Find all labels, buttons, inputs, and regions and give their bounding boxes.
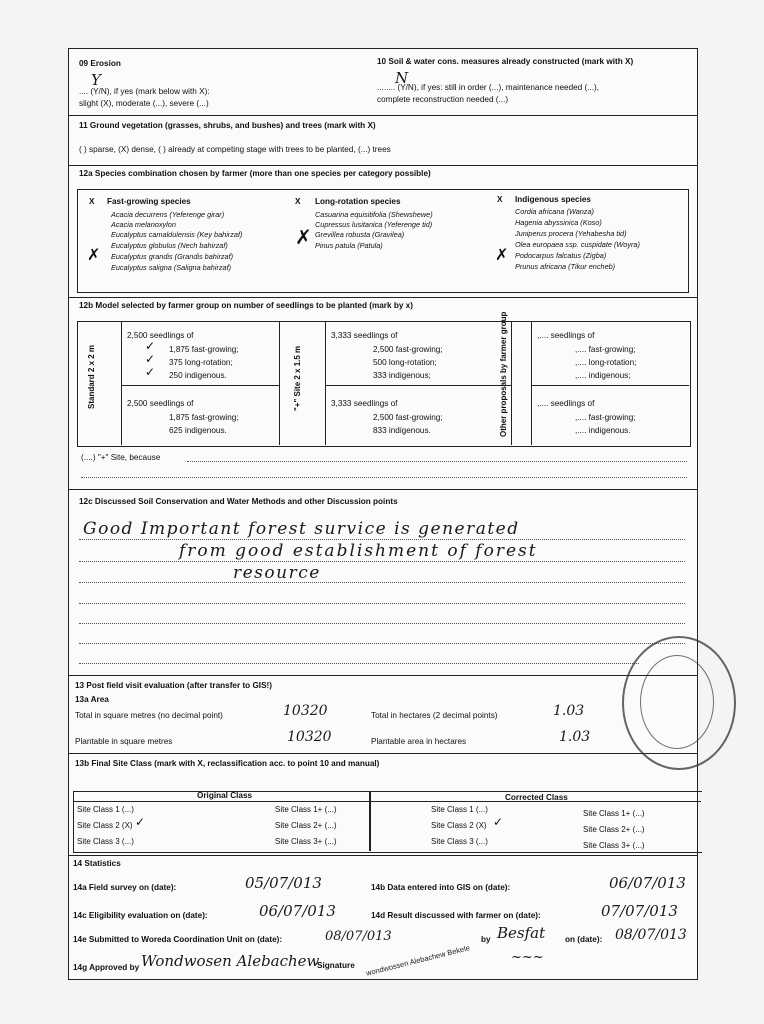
corr-class-item: Site Class 3+ (...) xyxy=(583,841,645,850)
field-survey-value: 05/07/013 xyxy=(245,874,322,892)
fast-species-item: Eucalyptus camaldulensis (Key bahirzaf) xyxy=(111,230,243,239)
erosion-answer-mark: Y xyxy=(91,71,101,89)
submitted-by-label: by xyxy=(481,935,491,944)
fast-species-item: Acacia melanoxylon xyxy=(111,220,176,229)
plantable-sqm-value: 10320 xyxy=(287,729,332,745)
check-mark: ✓ xyxy=(145,339,156,353)
divider xyxy=(69,489,697,490)
signature-label: Signature xyxy=(317,961,355,970)
orig-class-item: Site Class 3 (...) xyxy=(77,837,134,846)
dotted-line xyxy=(79,582,685,583)
model4-line: 2,500 fast-growing; xyxy=(373,413,443,422)
indigenous-species-item: Olea europaea ssp. cuspidate (Woyra) xyxy=(515,240,640,249)
indigenous-x-header: X xyxy=(497,195,503,204)
corr-class-item: Site Class 3 (...) xyxy=(431,837,488,846)
result-discussed-value: 07/07/013 xyxy=(601,902,678,920)
site-class-check-mark: ✓ xyxy=(493,815,504,829)
form-page xyxy=(68,48,698,980)
indigenous-header: Indigenous species xyxy=(515,195,591,204)
swc-answer-mark: N xyxy=(395,69,409,87)
gis-entry-label: 14b Data entered into GIS on (date): xyxy=(371,883,511,892)
site-class-title: 13b Final Site Class (mark with X, reclassification acc. to point 10 and manual) xyxy=(75,759,380,768)
standard-label: Standard 2 x 2 m xyxy=(87,344,96,409)
approved-by-label: 14g Approved by xyxy=(73,963,140,972)
total-ha-value: 1.03 xyxy=(553,703,585,719)
dotted-line xyxy=(79,561,685,562)
swc-line2: complete reconstruction needed (...) xyxy=(377,95,509,104)
dotted-line xyxy=(79,623,685,624)
plantable-ha-label: Plantable area in hectares xyxy=(371,737,467,746)
orig-class-item: Site Class 2+ (...) xyxy=(275,821,337,830)
long-species-item: Casuarina equisitifolia (Shewshewe) xyxy=(315,210,433,219)
indigenous-species-item: Cordia africana (Wanza) xyxy=(515,207,594,216)
other2-line: ,.... fast-growing; xyxy=(575,413,636,422)
model1-line: 1,875 fast-growing; xyxy=(169,345,239,354)
divider xyxy=(279,321,280,445)
model-title: 12b Model selected by farmer group on number of seedlings to be planted (mark by x) xyxy=(79,301,413,310)
gis-entry-value: 06/07/013 xyxy=(609,874,686,892)
corr-class-item: Site Class 2+ (...) xyxy=(583,825,645,834)
discussion-hand-line3: resource xyxy=(233,563,321,583)
model1-line: 250 indigenous. xyxy=(169,371,227,380)
submitted-by-value: Besfat xyxy=(497,924,546,942)
corrected-class-header: Corrected Class xyxy=(505,793,568,802)
original-class-header: Original Class xyxy=(197,791,253,800)
evaluation-title: 13 Post field visit evaluation (after transfer to GIS!) xyxy=(75,681,272,690)
model1-line: 2,500 seedlings of xyxy=(127,331,194,340)
other1-line: ,.... seedlings of xyxy=(537,331,595,340)
fast-species-item: Acacia decurrens (Yeferenge girar) xyxy=(111,210,225,219)
approved-by-value: Wondwosen Alebachew xyxy=(141,952,320,970)
dotted-line xyxy=(79,603,685,604)
field-survey-label: 14a Field survey on (date): xyxy=(73,883,177,892)
discussion-hand-line1: Good Important forest survice is generated xyxy=(83,519,520,539)
grevillea-check-mark: ✗ xyxy=(295,225,312,249)
fast-species-item: Eucalyptus saligna (Saligna bahirzaf) xyxy=(111,263,232,272)
total-ha-label: Total in hectares (2 decimal points) xyxy=(371,711,498,720)
total-sqm-label: Total in square metres (no decimal point) xyxy=(75,711,223,720)
divider xyxy=(369,791,371,851)
divider xyxy=(69,675,697,676)
submitted-on-value: 08/07/013 xyxy=(615,927,687,943)
site-class-check-mark: ✓ xyxy=(135,815,146,829)
divider xyxy=(531,385,689,386)
indigenous-species-item: Prunus africana (Tikur encheb) xyxy=(515,262,616,271)
discussion-hand-line2: from good establishment of forest xyxy=(179,541,538,561)
model4-line: 833 indigenous. xyxy=(373,426,431,435)
model3-line: 333 indigenous; xyxy=(373,371,431,380)
orig-class-item: Site Class 3+ (...) xyxy=(275,837,337,846)
long-species-item: Pinus patula (Patula) xyxy=(315,241,383,250)
site-label: "+" Site 2 x 1.5 m xyxy=(293,345,302,411)
long-rotation-header: Long-rotation species xyxy=(315,197,401,206)
model3-line: 3,333 seedlings of xyxy=(331,331,398,340)
plantable-sqm-label: Plantable in square metres xyxy=(75,737,173,746)
model1-line: 375 long-rotation; xyxy=(169,358,233,367)
submitted-label: 14e Submitted to Woreda Coordination Unit on (date): xyxy=(73,935,283,944)
check-mark: ✓ xyxy=(145,365,156,379)
swc-line1: ........ (Y/N), if yes: still in order (...), maintenance needed (...), xyxy=(377,83,600,92)
dotted-line xyxy=(79,643,685,644)
orig-class-item: Site Class 2 (X) xyxy=(77,821,133,830)
statistics-title: 14 Statistics xyxy=(73,859,121,868)
other2-line: ,.... seedlings of xyxy=(537,399,595,408)
corr-class-item: Site Class 2 (X) xyxy=(431,821,487,830)
dotted-line xyxy=(187,461,687,462)
divider xyxy=(121,385,279,386)
plantable-ha-value: 1.03 xyxy=(559,729,591,745)
corr-class-item: Site Class 1 (...) xyxy=(431,805,488,814)
erosion-line1: .... (Y/N), if yes (mark below with X): xyxy=(79,87,210,96)
long-species-item: Grevillea robusta (Gravilea) xyxy=(315,230,405,239)
other1-line: ,.... long-rotation; xyxy=(575,358,637,367)
species-title: 12a Species combination chosen by farmer (more than one species per category possible) xyxy=(79,169,431,178)
divider xyxy=(73,801,701,802)
other1-line: ,.... fast-growing; xyxy=(575,345,636,354)
indigenous-species-item: Juniperus procera (Yehabesha tid) xyxy=(515,229,627,238)
species-x-header: X xyxy=(89,197,95,206)
corr-class-item: Site Class 1+ (...) xyxy=(583,809,645,818)
discussion-title: 12c Discussed Soil Conservation and Water Methods and other Discussion points xyxy=(79,497,398,506)
erosion-line2: slight (X), moderate (...), severe (...) xyxy=(79,99,209,108)
divider xyxy=(121,321,122,445)
model2-line: 625 indigenous. xyxy=(169,426,227,435)
divider xyxy=(69,297,697,298)
submitted-on-label: on (date): xyxy=(565,935,603,944)
indigenous-species-item: Podocarpus falcatus (Zigba) xyxy=(515,251,607,260)
model2-line: 1,875 fast-growing; xyxy=(169,413,239,422)
model2-line: 2,500 seedlings of xyxy=(127,399,194,408)
indigenous-species-item: Hagenia abyssinica (Koso) xyxy=(515,218,602,227)
eligibility-value: 06/07/013 xyxy=(259,902,336,920)
approver-stamp-text: wondwossen Alebachew Bekele xyxy=(365,943,471,978)
long-species-item: Cupressus lusitanica (Yeferenge tid) xyxy=(315,220,433,229)
orig-class-item: Site Class 1+ (...) xyxy=(275,805,337,814)
long-rotation-x-header: X xyxy=(295,197,301,206)
model4-line: 3,333 seedlings of xyxy=(331,399,398,408)
check-mark: ✓ xyxy=(145,352,156,366)
dotted-line xyxy=(79,539,685,540)
fast-growing-header: Fast-growing species xyxy=(107,197,191,206)
model3-line: 2,500 fast-growing; xyxy=(373,345,443,354)
divider xyxy=(69,753,697,754)
divider xyxy=(69,855,697,856)
divider xyxy=(325,321,326,445)
divider xyxy=(69,115,697,116)
total-sqm-value: 10320 xyxy=(283,703,328,719)
vegetation-line: ( ) sparse, (X) dense, ( ) already at competing stage with trees to be planted, (...) trees xyxy=(79,145,391,154)
divider xyxy=(511,321,512,445)
model3-line: 500 long-rotation; xyxy=(373,358,437,367)
official-stamp-inner-icon xyxy=(640,655,714,749)
vegetation-title: 11 Ground vegetation (grasses, shrubs, and bushes) and trees (mark with X) xyxy=(79,121,376,130)
other2-line: ,.... indigenous. xyxy=(575,426,631,435)
olea-check-mark: ✗ xyxy=(495,245,509,264)
submitted-value: 08/07/013 xyxy=(325,929,392,944)
other-proposals-label: Other proposals by farmer group xyxy=(499,311,508,437)
divider xyxy=(69,165,697,166)
orig-class-item: Site Class 1 (...) xyxy=(77,805,134,814)
eligibility-label: 14c Eligibility evaluation on (date): xyxy=(73,911,208,920)
other1-line: ,.... indigenous; xyxy=(575,371,631,380)
swc-title: 10 Soil & water cons. measures already constructed (mark with X) xyxy=(377,57,634,66)
result-discussed-label: 14d Result discussed with farmer on (date): xyxy=(371,911,541,920)
divider xyxy=(531,321,532,445)
eucalyptus-globulus-check-mark: ✗ xyxy=(87,245,101,264)
divider xyxy=(325,385,511,386)
fast-species-item: Eucalyptus grandis (Grandis bahirzaf) xyxy=(111,252,234,261)
dotted-line xyxy=(81,477,687,478)
site-because-label: (....) "+" Site, because xyxy=(81,453,161,462)
erosion-title: 09 Erosion xyxy=(79,59,121,68)
fast-species-item: Eucalyptus globulus (Nech bahirzaf) xyxy=(111,241,228,250)
dotted-line xyxy=(79,663,639,664)
signature-scribble: ~~~ xyxy=(511,950,544,965)
area-title: 13a Area xyxy=(75,695,109,704)
